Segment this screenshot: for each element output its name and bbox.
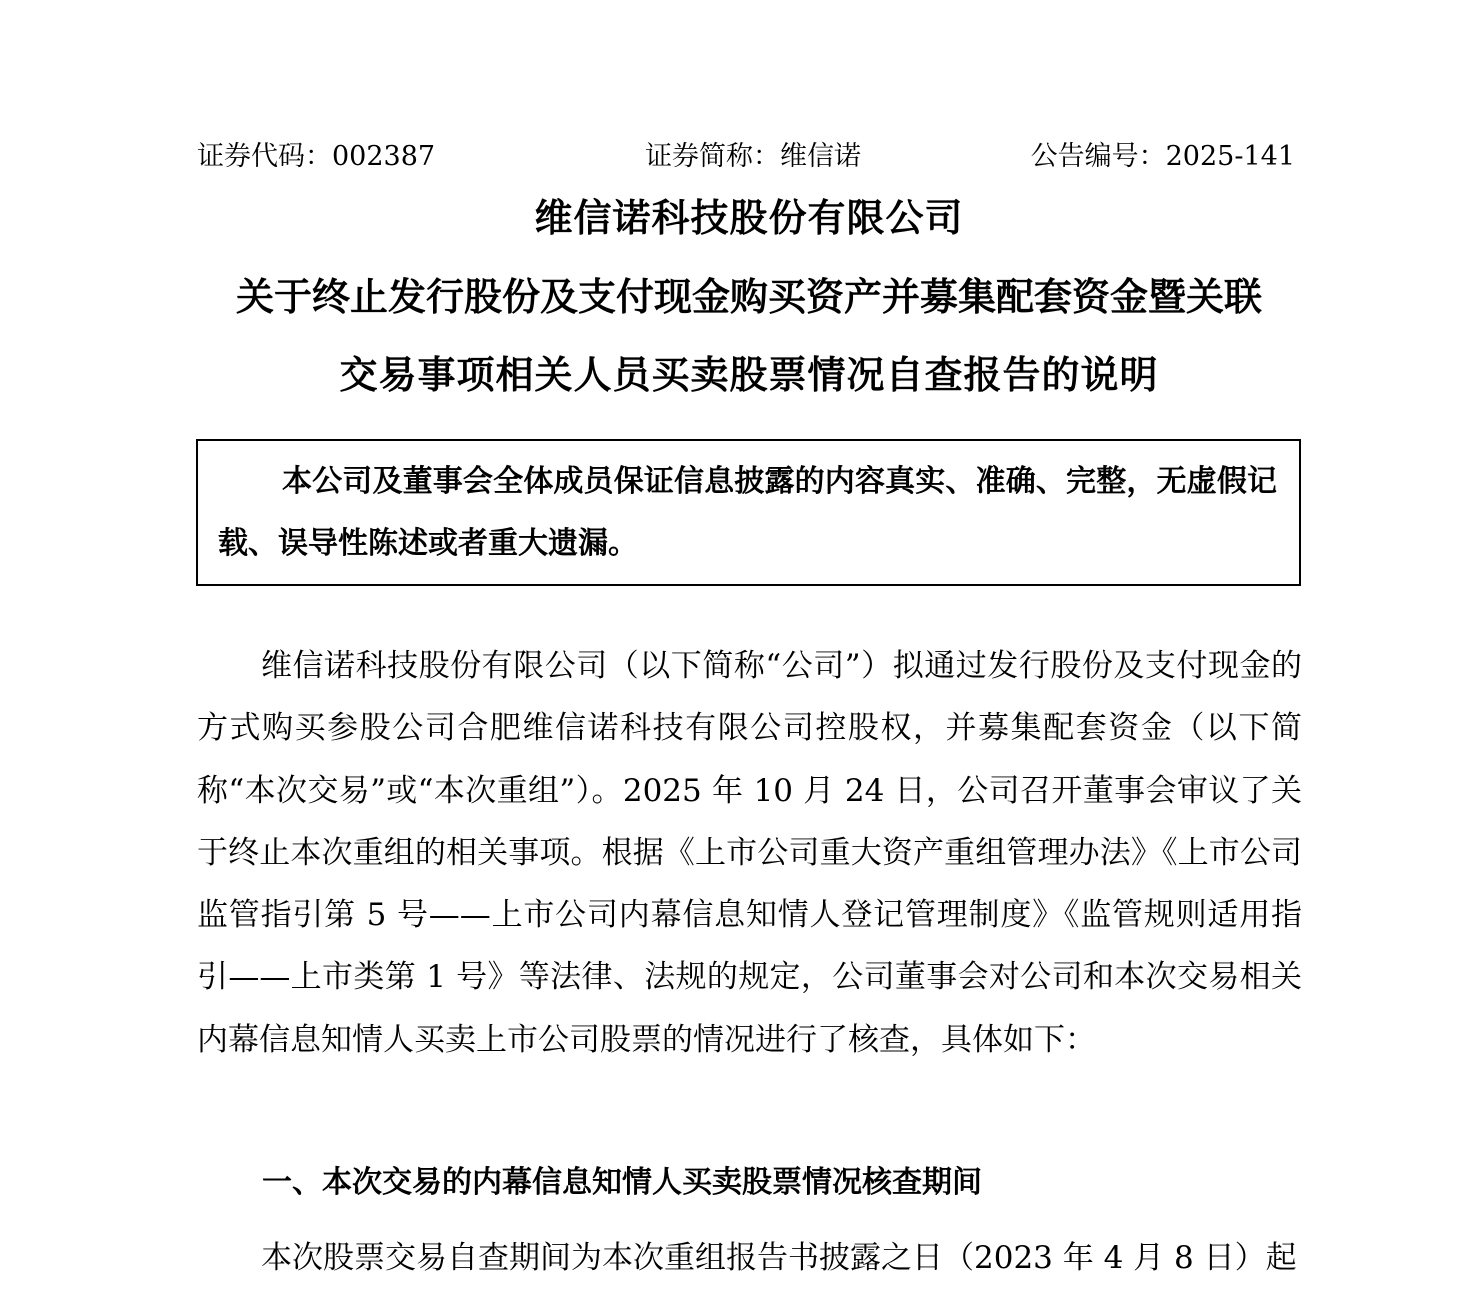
document-title-line-2: 交易事项相关人员买卖股票情况自查报告的说明: [339, 353, 1159, 397]
section-heading: 一、本次交易的内幕信息知情人买卖股票情况核查期间: [262, 1165, 982, 1200]
company-title: 维信诺科技股份有限公司: [534, 196, 964, 240]
stock-code: 证券代码：002387: [197, 141, 436, 172]
document-title-line-1: 关于终止发行股份及支付现金购买资产并募集配套资金暨关联: [235, 275, 1262, 319]
disclosure-notice-box: [196, 439, 1301, 586]
section-paragraph: 本次股票交易自查期间为本次重组报告书披露之日（2023 年 4 月 8 日）起: [261, 1240, 1297, 1276]
section-body: [197, 1227, 1302, 1289]
stock-abbreviation: 证券简称：维信诺: [645, 141, 861, 172]
body-paragraph: 维信诺科技股份有限公司（以下简称“公司”）拟通过发行股份及支付现金的方式购买参股公司合肥维信诺科技有限公司控股权，并募集配套资金（以下简称“本次交易”或“本次重组”）。2025 年 10 月 24 日，公司召开董事会审议了关于终止本次重组的相关事项。根据《上市公司重大资产重组管理办法》《上市公司监管指引第 5 号——上市公司内幕信息知情人登记管理制度》《监管规则适用指引——上市类第 1 号》等法律、法规的规定，公司董事会对公司和本次交易相关内幕信息知情人买卖上市公司股票的情况进行了核查，具体如下：: [197, 648, 1302, 1058]
disclosure-notice-text: 本公司及董事会全体成员保证信息披露的内容真实、准确、完整，无虚假记载、误导性陈述或者重大遗漏。: [218, 464, 1277, 561]
body-section: [197, 635, 1302, 1071]
announcement-number: 公告编号：2025-141: [1030, 141, 1295, 172]
